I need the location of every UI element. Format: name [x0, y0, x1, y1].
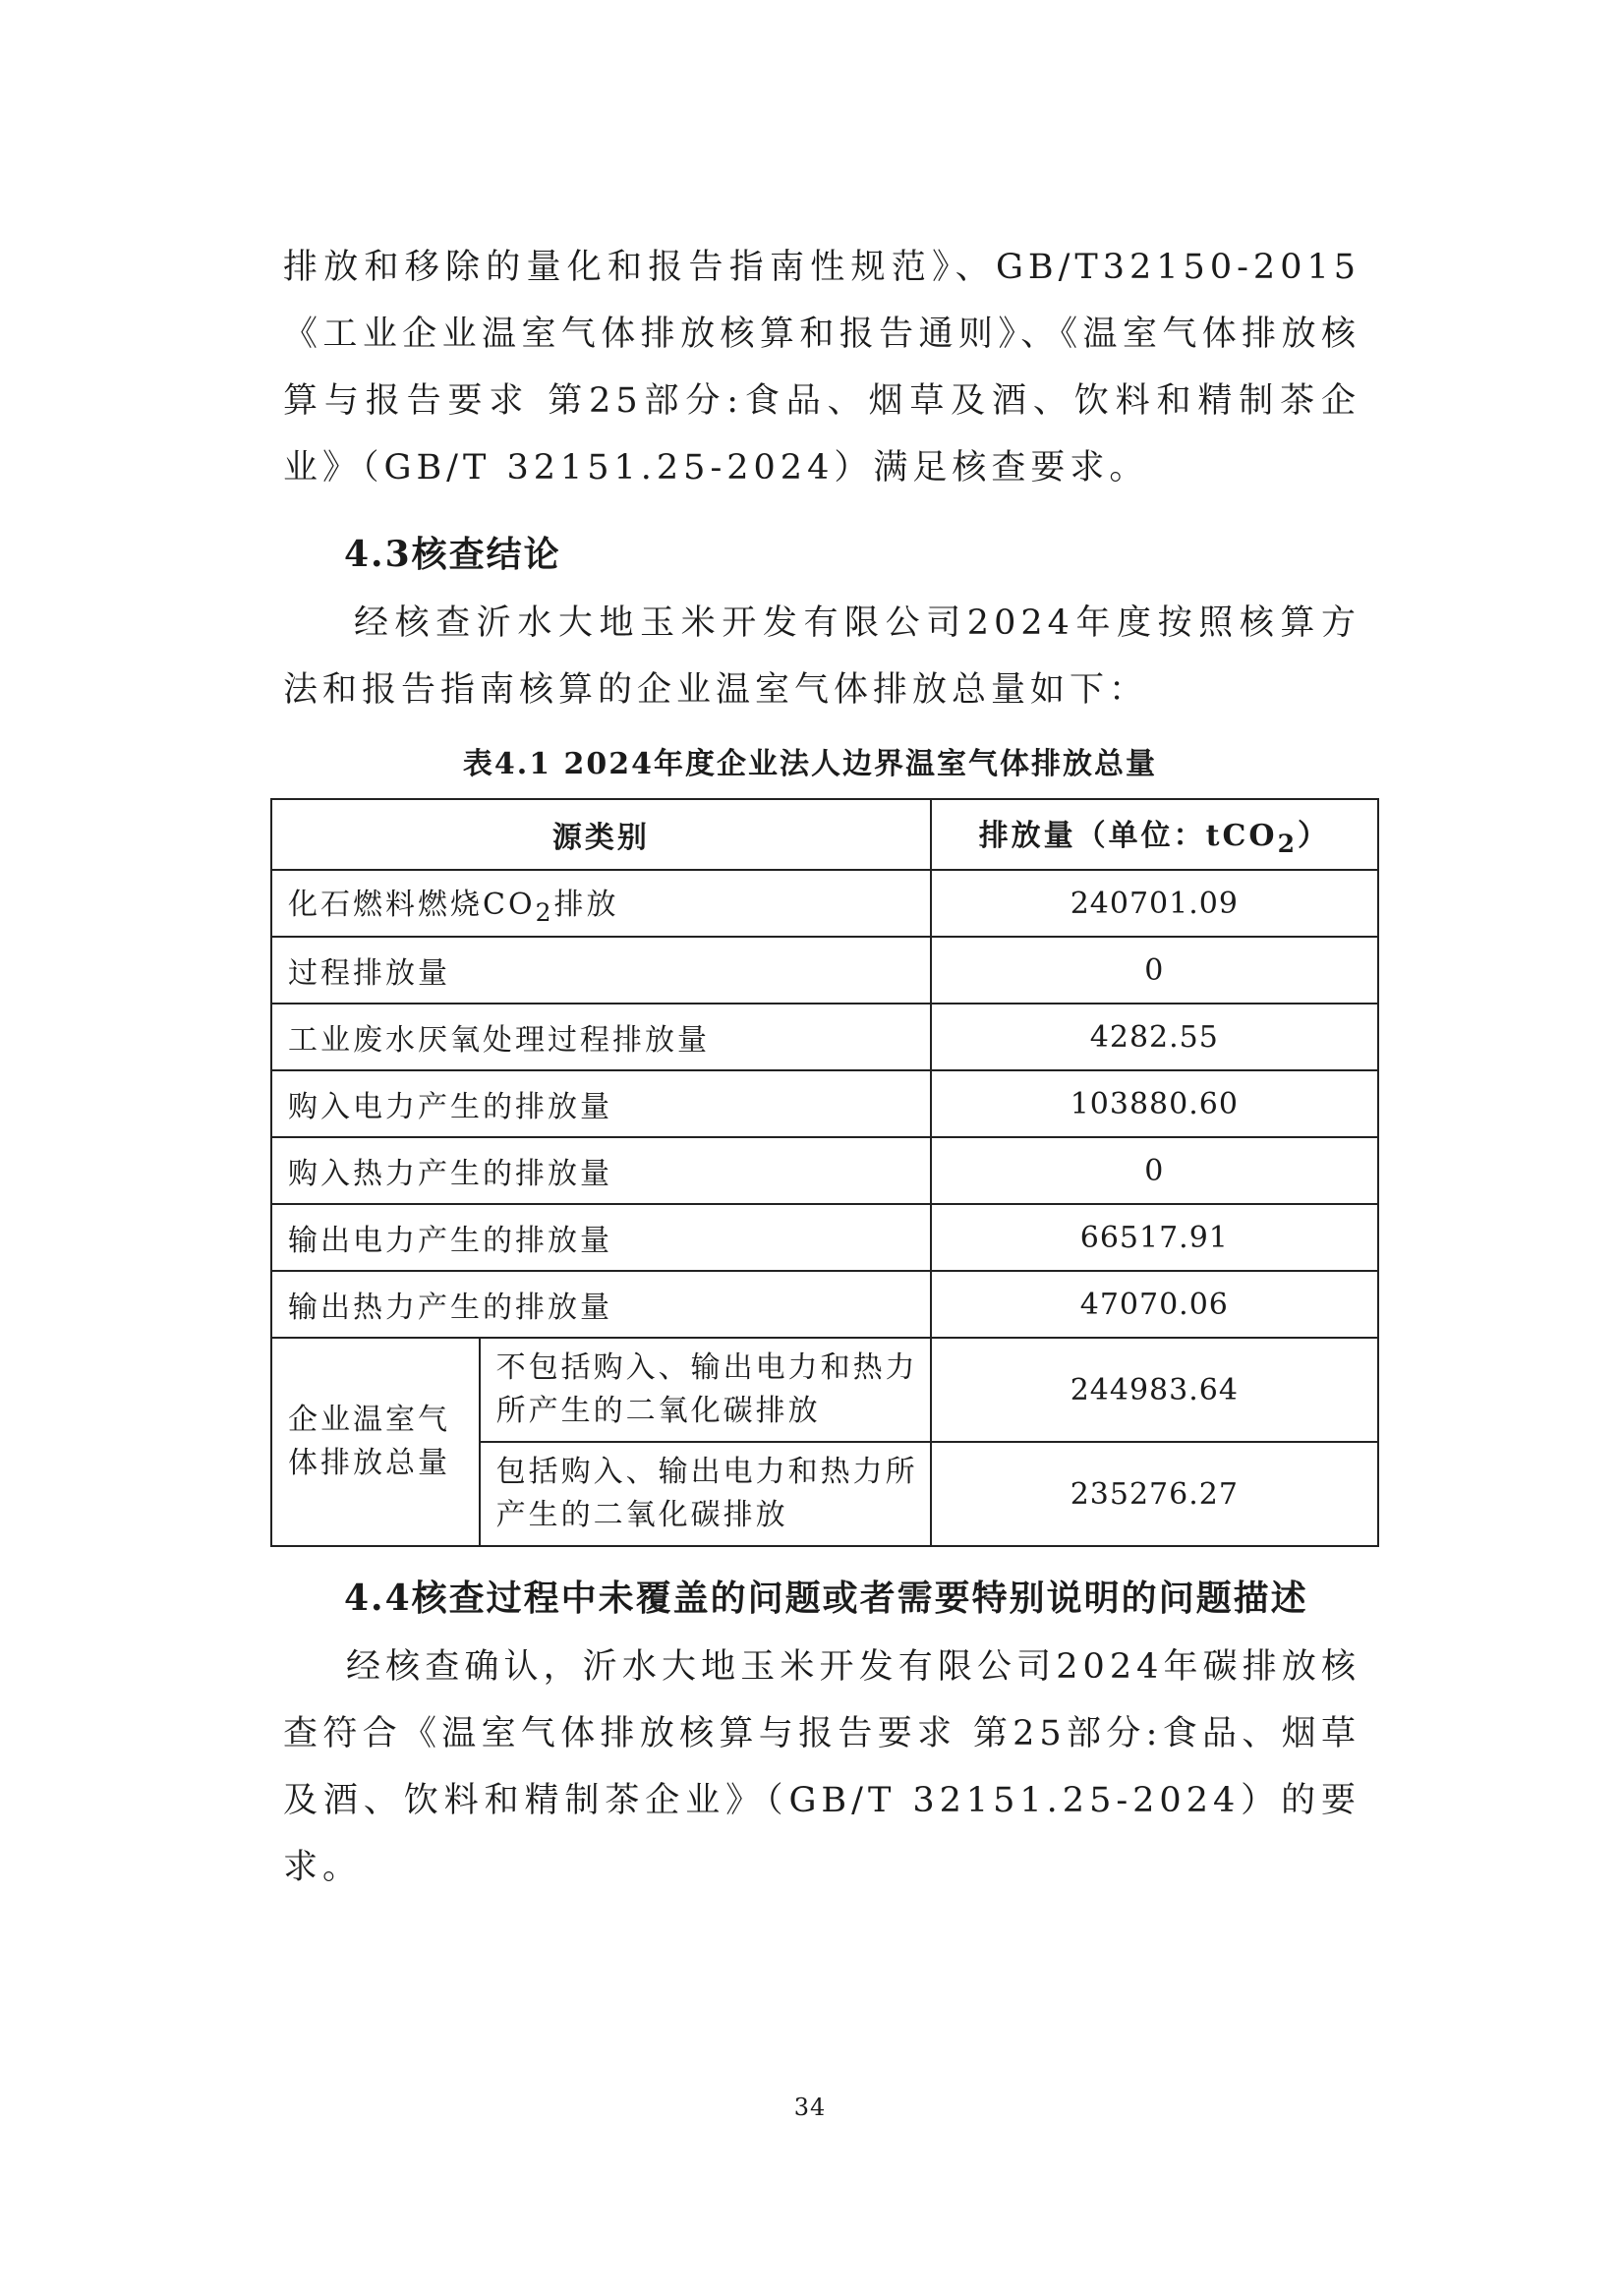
source-prefix: 化石燃料燃烧CO: [288, 888, 536, 922]
section-4-3-paragraph: 经核查沂水大地玉米开发有限公司2024年度按照核算方法和报告指南核算的企业温室气体排放总量如下：: [283, 603, 1360, 710]
source-cell: 购入热力产生的排放量: [271, 1137, 931, 1204]
table-header-row: [271, 799, 1378, 870]
header-amount-prefix: 排放量（单位：tCO: [978, 819, 1278, 853]
emissions-table: [270, 798, 1379, 1547]
header-source: 源类别: [271, 799, 931, 870]
value-cell: 4282.55: [931, 1004, 1378, 1070]
table-row: [271, 1204, 1378, 1271]
value-cell: 0: [931, 937, 1378, 1004]
value-cell: 0: [931, 1137, 1378, 1204]
table-row: [271, 1137, 1378, 1204]
table-row: [271, 1271, 1378, 1338]
section-4-4-paragraph: 经核查确认，沂水大地玉米开发有限公司2024年碳排放核查符合《温室气体排放核算与报告要求 第25部分:食品、烟草及酒、饮料和精制茶企业》（GB/T 32151.25-2024）的要求。: [283, 1647, 1360, 1887]
total-sub-label: 包括购入、输出电力和热力所产生的二氧化碳排放: [480, 1442, 931, 1546]
value-cell: 235276.27: [931, 1442, 1378, 1546]
value-cell: 47070.06: [931, 1271, 1378, 1338]
source-cell: 输出电力产生的排放量: [271, 1204, 931, 1271]
source-cell: 过程排放量: [271, 937, 931, 1004]
total-label-cell: 企业温室气体排放总量: [271, 1338, 480, 1546]
table-row: [271, 870, 1378, 937]
table-row-total: [271, 1338, 1378, 1442]
source-cell: [271, 870, 931, 937]
section-4-3-heading: 4.3核查结论: [344, 534, 561, 575]
header-amount: [931, 799, 1378, 870]
table-row: [271, 1070, 1378, 1137]
value-cell: 103880.60: [931, 1070, 1378, 1137]
header-amount-suffix: ）: [1297, 819, 1330, 853]
source-suffix: 排放: [553, 888, 619, 922]
value-cell: 66517.91: [931, 1204, 1378, 1271]
section-4-4-heading: 4.4核查过程中未覆盖的问题或者需要特别说明的问题描述: [344, 1578, 1308, 1619]
table-row: [271, 937, 1378, 1004]
source-cell: 购入电力产生的排放量: [271, 1070, 931, 1137]
page-number: 34: [793, 2094, 827, 2121]
intro-paragraph: 排放和移除的量化和报告指南性规范》、GB/T32150-2015《工业企业温室气体排放核算和报告通则》、《温室气体排放核算与报告要求 第25部分:食品、烟草及酒、饮料和精制茶企业》（GB/T 32151.25-2024）满足核查要求。: [283, 248, 1360, 488]
table-caption: 表4.1 2024年度企业法人边界温室气体排放总量: [462, 747, 1158, 781]
value-cell: 240701.09: [931, 870, 1378, 937]
source-sub: 2: [535, 898, 554, 927]
header-amount-sub: 2: [1277, 830, 1298, 858]
value-cell: 244983.64: [931, 1338, 1378, 1442]
source-cell: 工业废水厌氧处理过程排放量: [271, 1004, 931, 1070]
source-cell: 输出热力产生的排放量: [271, 1271, 931, 1338]
table-row: [271, 1004, 1378, 1070]
total-sub-label: 不包括购入、输出电力和热力所产生的二氧化碳排放: [480, 1338, 931, 1442]
